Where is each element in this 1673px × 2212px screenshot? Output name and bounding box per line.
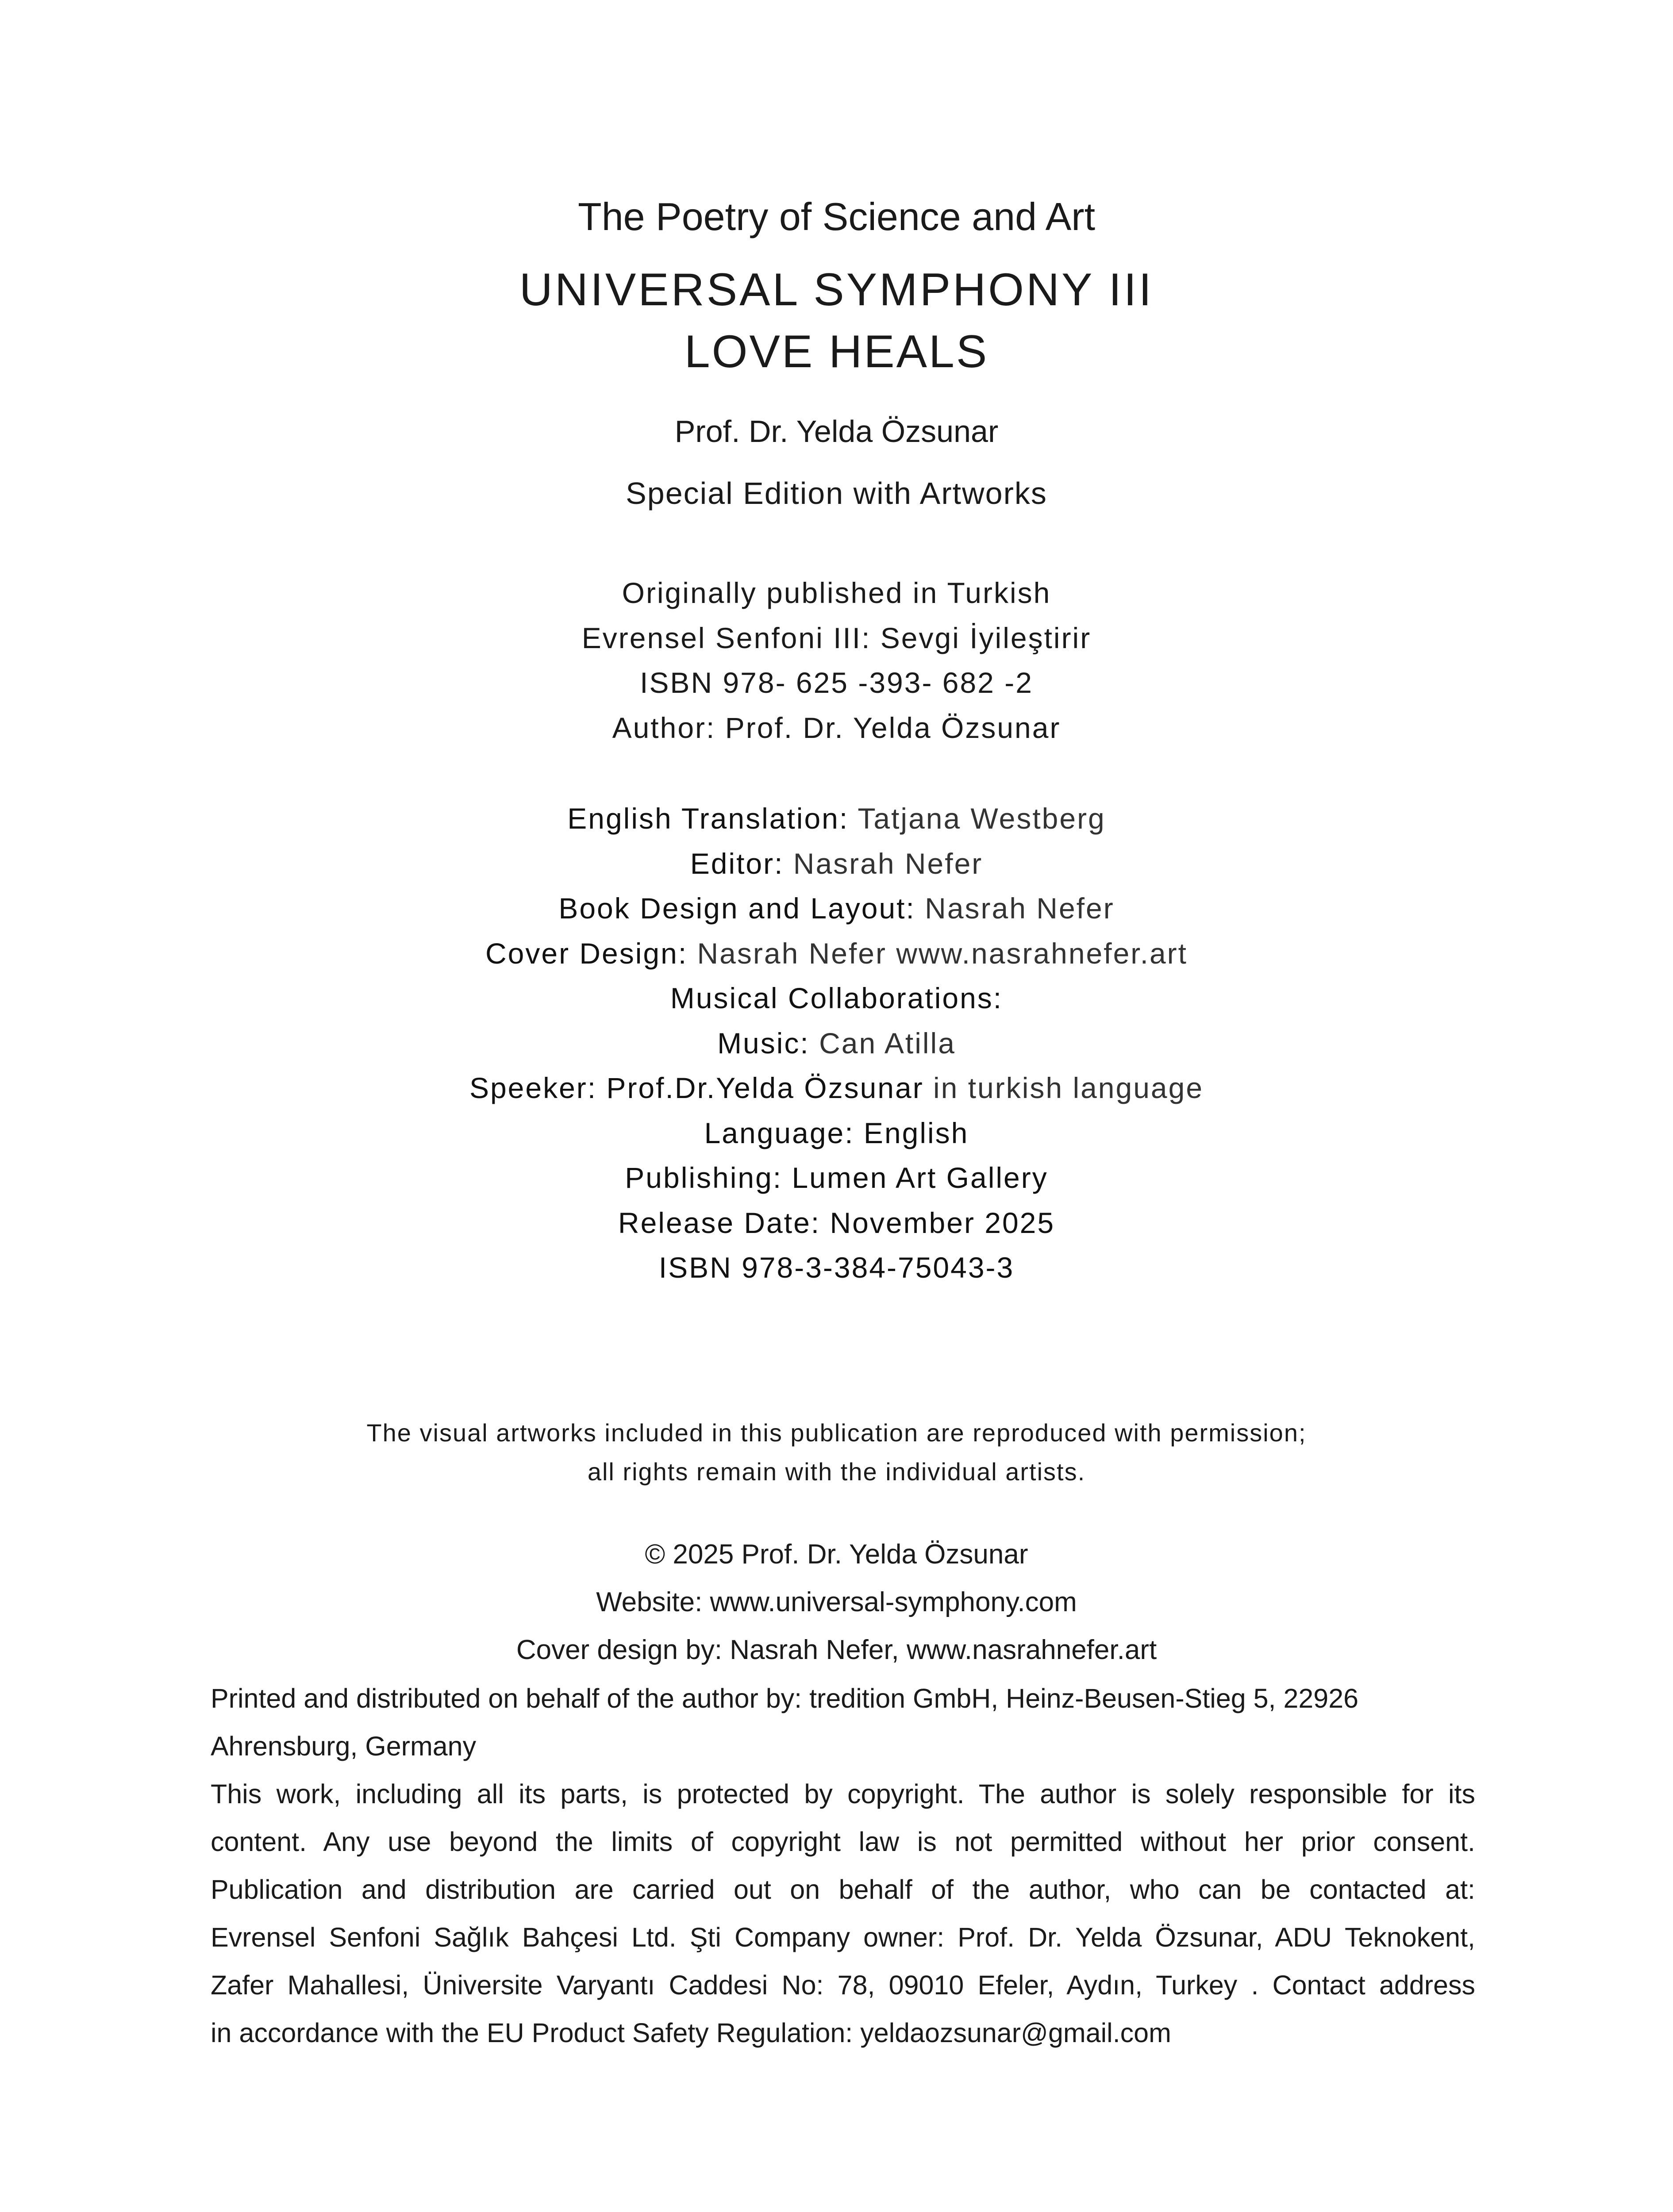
notice-line: The visual artworks included in this publication are reproduced with permission; [366,1419,1307,1447]
credit-publishing: Publishing: Lumen Art Gallery [625,1161,1048,1194]
credit-release-date: Release Date: November 2025 [618,1206,1055,1239]
legal-line: This work, including all its parts, is protected by copyright. The author is solely responsible for its [211,1779,1475,1809]
credit-value: Nasrah Nefer [784,847,983,880]
credit-translation [0,796,1673,841]
credit-label: Cover Design: [485,937,688,970]
original-title-line: Evrensel Senfoni III: Sevgi İyileştirir [581,621,1092,654]
credit-music [0,1021,1673,1066]
credit-value: Nasrah Nefer [915,892,1115,925]
credit-label: Musical Collaborations: [670,982,1003,1014]
original-publication-info [0,571,1673,750]
original-language-line: Originally published in Turkish [622,576,1051,609]
book-subtitle: LOVE HEALS [684,326,989,377]
edition-label: Special Edition with Artworks [626,476,1047,511]
legal-line: Printed and distributed on behalf of the author by: tredition GmbH, Heinz-Beusen-Stieg 5, 22926 [211,1683,1359,1713]
credit-musical-collaborations [0,976,1673,1021]
credit-label: Speeker: Prof.Dr.Yelda Özsunar [469,1071,924,1104]
credit-value: Can Atilla [809,1026,956,1060]
credit-label: English Translation: [567,802,849,835]
legal-line: Zafer Mahallesi, Üniversite Varyantı Caddesi No: 78, 09010 Efeler, Aydın, Turkey . Contact address [211,1970,1475,2000]
legal-paragraph [211,1674,1475,2057]
credit-speaker [0,1066,1673,1111]
series-title: The Poetry of Science and Art [577,195,1096,238]
credit-value: in turkish language [923,1071,1204,1104]
legal-line: Ahrensburg, Germany [211,1731,477,1761]
copyright-block [0,1531,1673,1674]
credit-label: Editor: [690,847,784,880]
legal-line: Publication and distribution are carried out on behalf of the author, who can be contacted at: [211,1874,1475,1905]
cover-design-line: Cover design by: Nasrah Nefer, www.nasrahnefer.art [516,1635,1157,1665]
credit-editor [0,841,1673,887]
notice-line: all rights remain with the individual artists. [587,1458,1086,1486]
credits-list [0,796,1673,1290]
original-isbn-line: ISBN 978- 625 -393- 682 -2 [640,666,1033,699]
legal-line: in accordance with the EU Product Safety Regulation: yeldaozsunar@gmail.com [211,2018,1171,2048]
credit-isbn: ISBN 978-3-384-75043-3 [658,1251,1015,1284]
credit-language: Language: English [704,1116,969,1149]
credit-value: Tatjana Westberg [849,802,1106,835]
credit-cover-design [0,931,1673,976]
original-author-line: Author: Prof. Dr. Yelda Özsunar [612,711,1061,744]
book-title: UNIVERSAL SYMPHONY III [519,264,1154,315]
credit-book-design [0,886,1673,931]
legal-line: Evrensel Senfoni Sağlık Bahçesi Ltd. Şti Company owner: Prof. Dr. Yelda Özsunar, ADU Teknokent, [211,1922,1475,1952]
copyright-line: © 2025 Prof. Dr. Yelda Özsunar [645,1539,1028,1570]
credit-label: Book Design and Layout: [558,892,915,925]
author-name: Prof. Dr. Yelda Özsunar [674,414,999,449]
credit-label: Music: [717,1026,810,1060]
legal-line: content. Any use beyond the limits of copyright law is not permitted without her prior consent. [211,1827,1475,1857]
website-line: Website: www.universal-symphony.com [596,1587,1077,1617]
artwork-permission-notice [0,1413,1673,1491]
credit-value: Nasrah Nefer www.nasrahnefer.art [688,937,1188,970]
